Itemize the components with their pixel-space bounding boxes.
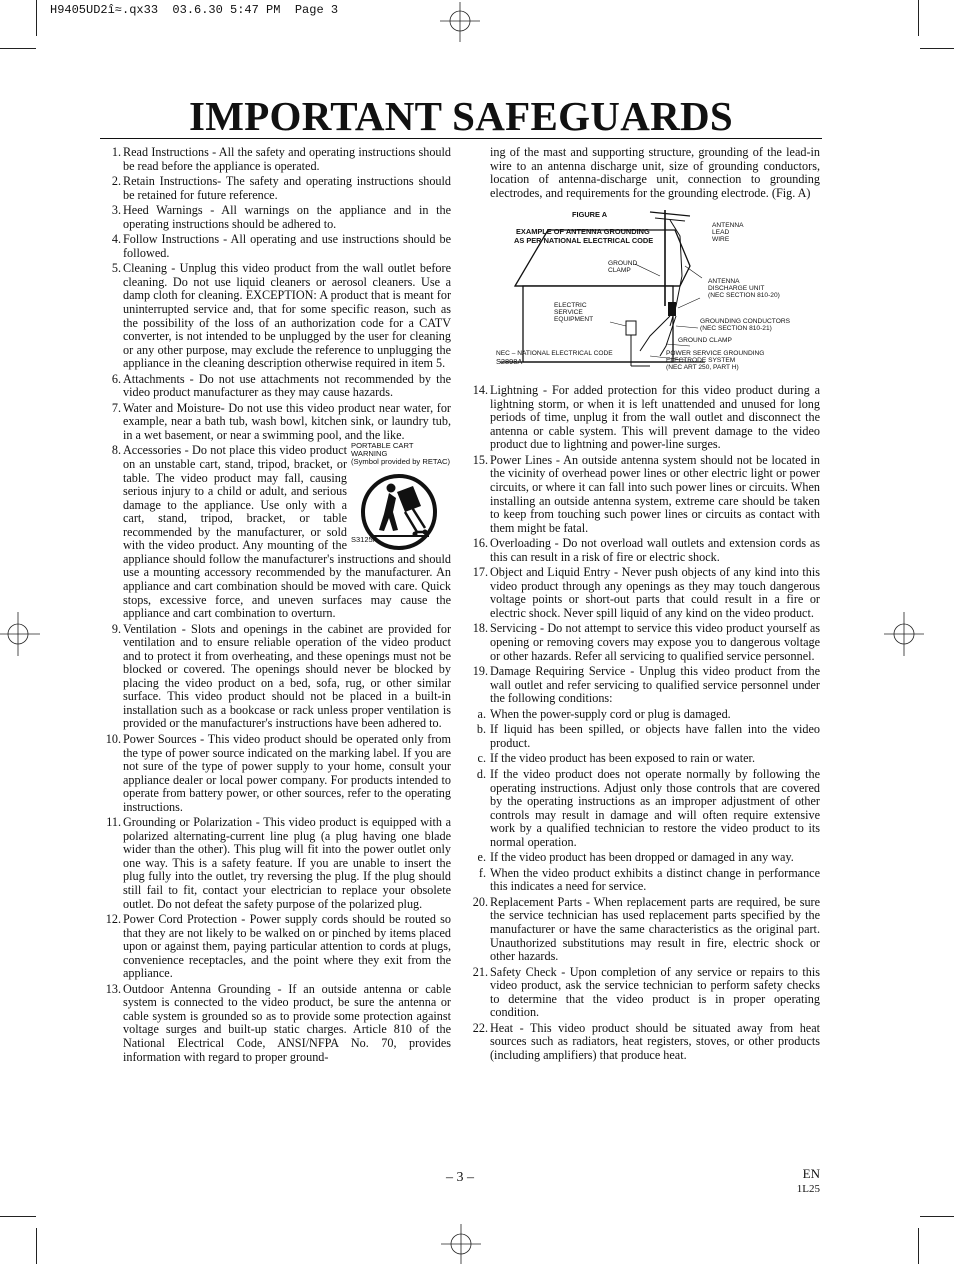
figure-text: SERVICE [554, 309, 583, 317]
registration-mark-bottom [441, 1224, 481, 1264]
figure-text: (NEC SECTION 810-20) [708, 292, 780, 300]
sub-list-item: c. If the video product has been exposed to rain or water. [477, 751, 755, 766]
list-item: 12. Power Cord Protection - Power supply cords should be routed so that they are not likely to be walked on or pinched by items placed upon or against them, paying particular attention to cords at plugs, convenience receptacles, and the point where they exit from the appliance. [105, 912, 451, 981]
figure-text: CLAMP [608, 267, 631, 275]
list-item: 2. Retain Instructions- The safety and operating instructions should be retained for future reference. [111, 174, 451, 202]
figure-text: WIRE [712, 236, 730, 244]
list-item: 5. Cleaning - Unplug this video product from the wall outlet before cleaning. Do not use liquid cleaners or aerosol cleaners. Use a damp cloth for cleaning. EXCEPTION: A product that is meant for uninterrupted service and, that for some specific reason, such as the possibility of the loss of an authorization code for a CATV converter, is not intended to be unplugged by the user for cleaning or any other purpose, may exclude the reference to unplugging the appliance in the cleaning description otherwise required in item 5. [111, 261, 451, 371]
list-item: 10. Power Sources - This video product should be operated only from the type of power source indicated on the marking label. If you are not sure of the type of power supply to your home, consult your appliance dealer or local power company. For products intended to operate from battery power, or other sources, refer to the operating instructions. [105, 731, 451, 814]
list-item: 21. Safety Check - Upon completion of any service or repairs to this video product, ask the service technician to perform safety checks to determine that the video product is in proper operating condition. [472, 964, 820, 1020]
figure-text: (NEC SECTION 810-21) [700, 325, 772, 333]
list-item: 18. Servicing - Do not attempt to service this video product yourself as opening or removing covers may expose you to dangerous voltage or other hazards. Refer all servicing to qualified service personnel. [472, 621, 820, 663]
list-item: 15. Power Lines - An outside antenna system should not be located in the vicinity of overhead power lines or other electric light or power circuits, or where it can fall into such power lines or circuits. When installing an outside antenna system, extreme care should be taken to keep from touching such power lines or circuits as contact with them might be fatal. [472, 452, 820, 535]
cart-warning [351, 442, 451, 546]
list-item: 11. Grounding or Polarization - This video product is equipped with a polarized alternating-current line plug (a plug having one blade wider than the other). This plug will fit into the power outlet only one way. This is a safety feature. If you are unable to insert the plug fully into the outlet, try reversing the plug. If the plug should still fail to fit, contact your electrician to replace your obsolete outlet. Do not defeat the safety purpose of the polarized plug. [106, 815, 451, 911]
left-column [103, 146, 451, 1066]
list-item: 7. Water and Moisture- Do not use this video product near water, for example, near a bath tub, wash bowl, kitchen sink, or laundry tub, in a wet basement, or near a swimming pool, and the like. [111, 400, 451, 442]
language-code: EN [802, 1166, 820, 1181]
figure-text: ANTENNA [712, 222, 744, 230]
cart-warning-sublabel: (Symbol provided by RETAC) [351, 457, 451, 467]
registration-mark-top [440, 2, 480, 42]
registration-mark-right [884, 612, 924, 656]
list-item: 14. Lightning - For added protection for this video product during a lightning storm, or when it is left unattended and unused for long periods of time, unplug it from the wall outlet and disconnect the antenna or cable system. This will prevent damage to the video product due to lightning and power-line surges. [472, 383, 820, 452]
figure-text: ELECTRIC [554, 302, 587, 310]
list-item: 20. Replacement Parts - When replacement parts are required, be sure the service technician has used replacement parts specified by the manufacturer or have the same characteristics as the original part. Unauthorized substitutions may result in fire, electric shock or other hazards. [472, 894, 820, 964]
list-item: 19. Damage Requiring Service - Unplug this video product from the wall outlet and refer servicing to qualified service personnel under the following conditions: [472, 664, 820, 706]
list-item: 3. Heed Warnings - All warnings on the appliance and in the operating instructions should be adhered to. [111, 203, 451, 231]
trim-mark [36, 0, 37, 36]
figure-text: POWER SERVICE GROUNDING [666, 350, 765, 358]
sub-list-item: e. If the video product has been dropped or damaged in any way. [477, 850, 794, 865]
figure-text: DISCHARGE UNIT [708, 285, 765, 293]
list-item: 13. Outdoor Antenna Grounding - If an outside antenna or cable system is connected to the video product, be sure the antenna or cable system is grounded so as to provide some protection against voltage surges and built-up static charges. Article 810 of the National Electrical Code, ANSI/NFPA No. 70, provides information with regard to proper ground- [105, 981, 451, 1064]
figure-text: (NEC ART 250, PART H) [666, 364, 739, 372]
list-item: 6. Attachments - Do not use attachments not recommended by the video product manufacturer as they may cause hazards. [111, 371, 451, 400]
figure-text: GROUNDING CONDUCTORS [700, 318, 790, 326]
trim-mark [920, 48, 954, 49]
figure-text: LEAD [712, 229, 730, 237]
page-number: – 3 – [446, 1170, 474, 1185]
figure-text: NEC – NATIONAL ELECTRICAL CODE [496, 350, 613, 358]
antenna-grounding-figure [490, 206, 820, 376]
right-column [470, 146, 820, 1064]
continued-paragraph: ing of the mast and supporting structure, grounding of the lead-in wire to an antenna discharge unit, size of grounding conductors, location of antenna-discharge unit, connection to grounding electrodes, and requirements for the grounding electrode. (Fig. A) [490, 145, 820, 200]
title-rule [100, 138, 822, 139]
trim-mark [36, 1228, 37, 1264]
page-title: IMPORTANT SAFEGUARDS [188, 93, 734, 139]
trim-mark [918, 0, 919, 36]
figure-text: ANTENNA [708, 278, 740, 286]
sub-list-item: b. If liquid has been spilled, or objects have fallen into the video product. [476, 722, 820, 750]
sub-list-item: f. When the video product exhibits a distinct change in performance this indicates a need for service. [478, 865, 820, 894]
list-item: 22. Heat - This video product should be situated away from heat sources such as radiators, heat registers, stoves, or other products (including amplifiers) that produce heat. [472, 1020, 820, 1062]
figure-text: GROUND CLAMP [678, 337, 732, 345]
figure-text: ELECTRODE SYSTEM [666, 357, 736, 365]
sub-list-item: a. When the power-supply cord or plug is damaged. [477, 706, 731, 721]
cart-warning-code: S3125A [351, 534, 378, 544]
figure-code: S2898A [496, 357, 523, 367]
list-item: 4. Follow Instructions - All operating and use instructions should be followed. [111, 232, 451, 260]
registration-mark-left [0, 612, 40, 656]
figure-label: FIGURE A [572, 210, 608, 220]
trim-mark [0, 1216, 36, 1217]
sub-list-item: d. If the video product does not operate normally by following the operating instructions. Adjust only those controls that are covered by the operating instructions as an improper adjustment of other controls may result in damage and will often require extensive work by a qualified technician to restore the video product to its normal operation. [476, 766, 820, 849]
list-item: 17. Object and Liquid Entry - Never push objects of any kind into this video product through any openings as they may touch dangerous voltage points or short-out parts that could result in a fire or electric shock. Never spill liquid of any kind on the video product. [472, 565, 820, 620]
figure-caption-2: AS PER NATIONAL ELECTRICAL CODE [514, 236, 654, 246]
print-header: H9405UD2î≈.qx33 03.6.30 5:47 PM Page 3 [50, 3, 339, 17]
trim-mark [0, 48, 36, 49]
list-item: 1. Read Instructions - All the safety and operating instructions should be read before the appliance is operated. [111, 145, 451, 173]
cart-warning-label: PORTABLE CART WARNING [351, 441, 414, 459]
list-item: 8. PORTABLE CART WARNING (Symbol provided by RETAC) S3125A Accessories - Do not place this video product on an unstable cart, stand, tripod, bracket, or table. The video product may fall, causing serious injury to a child or adult, and serious damage to the appliance. Use only with a cart, stand, tripod, bracket, or table recommended by the manufacturer, or sold with the video product. Any mounting of the appliance should follow the manufacturer's instructions and should use a mounting accessory recommended by the manufacturer. An appliance and cart combination should be moved with care. Quick stops, excessive force, and uneven surfaces may cause the appliance and cart combination to overturn. [111, 441, 451, 621]
figure-text: GROUND [608, 260, 638, 268]
model-code: 1L25 [796, 1183, 820, 1195]
list-item: 9. Ventilation - Slots and openings in the cabinet are provided for ventilation and to ensure reliable operation of the video product and to protect it from overheating, and these openings must not be blocked or covered. The openings should never be blocked by placing the video product on a bed, sofa, rug, or other similar surface. This video product should not be placed in a built-in installation such as a bookcase or rack unless proper ventilation is provided or the manufacturer's instructions have been adhered to. [111, 621, 451, 731]
list-item: 16. Overloading - Do not overload wall outlets and extension cords as this can result in a risk of fire or electric shock. [472, 536, 820, 564]
figure-text: EQUIPMENT [554, 316, 594, 324]
trim-mark [920, 1216, 954, 1217]
trim-mark [918, 1228, 919, 1264]
figure-caption-1: EXAMPLE OF ANTENNA GROUNDING [516, 227, 650, 237]
